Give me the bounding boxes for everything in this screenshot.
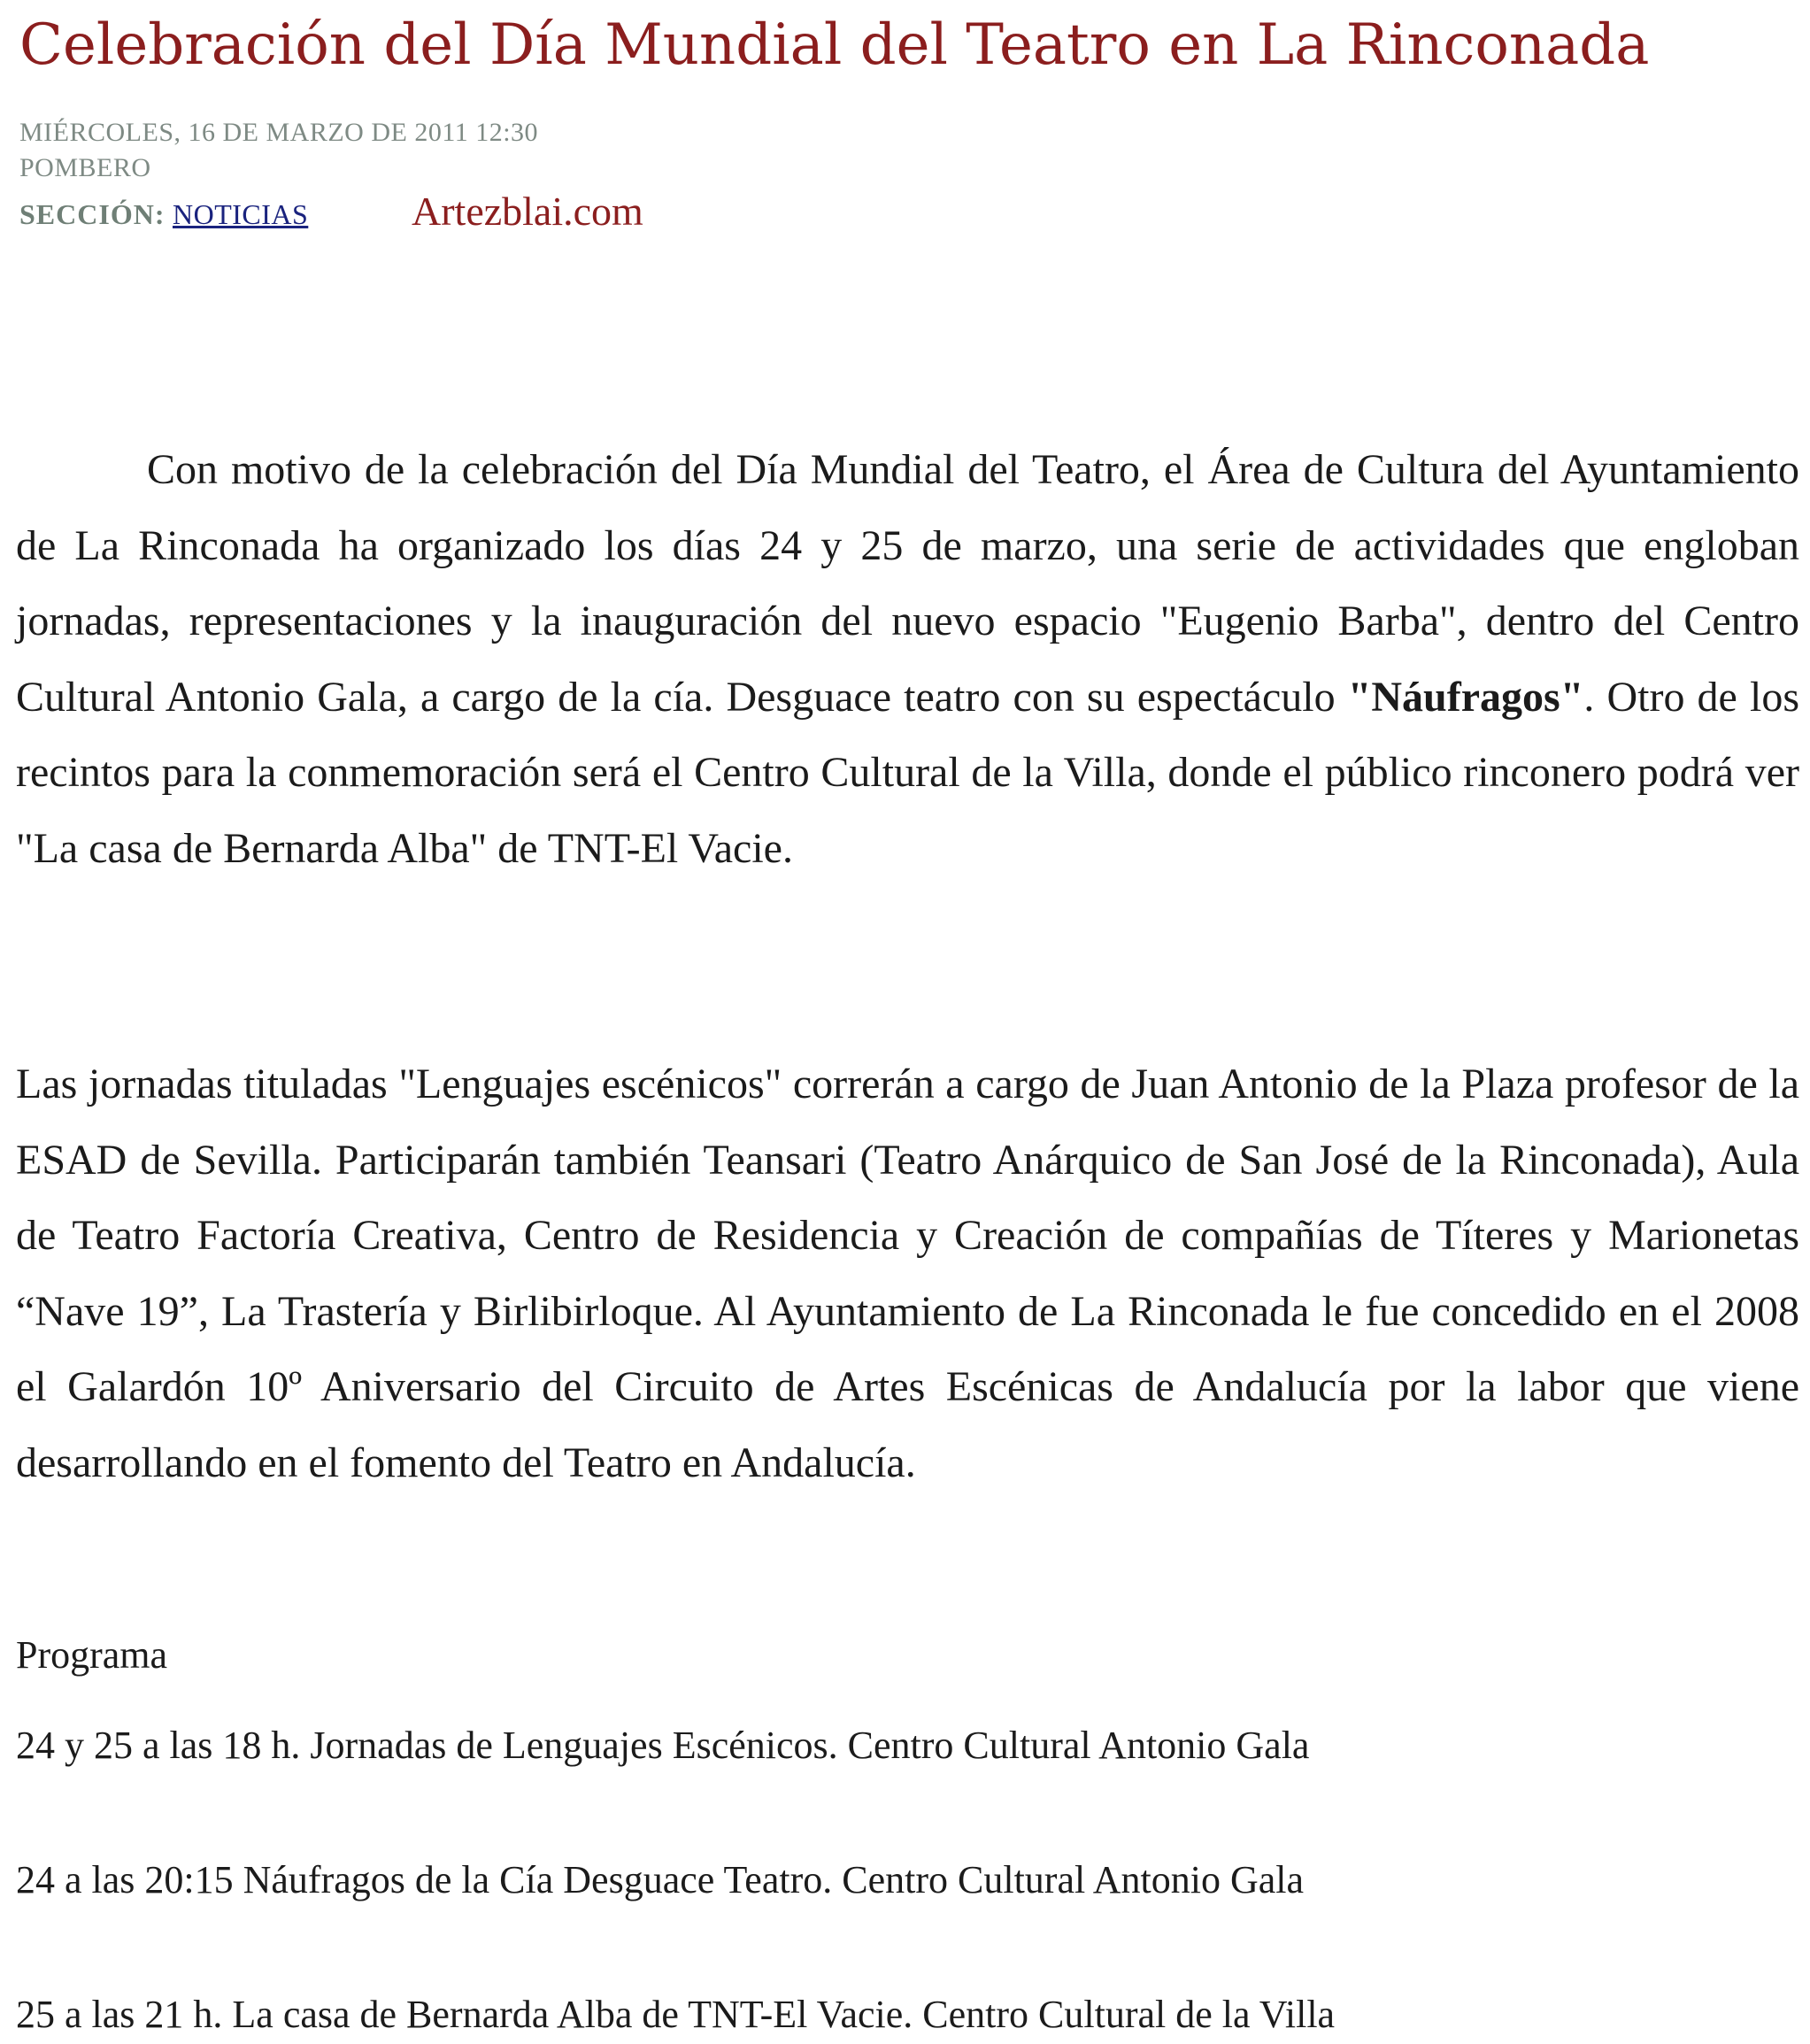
programa-heading: Programa — [16, 1633, 168, 1677]
paragraph-2: Las jornadas tituladas "Lenguajes escénicos" correrán a cargo de Juan Antonio de la Plaza profesor de la ESAD de Sevilla. Participarán también Teansari (Teatro Anárquico de San José de la Rinconada), Aula de Teatro Factoría Creativa, Centro de Residencia y Creación de compañías de Títeres y Marionetas “Nave 19”, La Trastería y Birlibirloque. Al Ayuntamiento de La Rinconada le fue concedido en el 2008 el Galardón 10º Aniversario del Circuito de Artes Escénicas de Andalucía por la labor que viene desarrollando en el fomento del Teatro en Andalucía. — [16, 1061, 1799, 1486]
programa-item: 25 a las 21 h. La casa de Bernarda Alba de TNT-El Vacie. Centro Cultural de la Villa — [16, 1993, 1336, 2036]
article-date: MIÉRCOLES, 16 DE MARZO DE 2011 12:30 — [19, 118, 539, 147]
article-author: POMBERO — [19, 153, 151, 182]
section-label: SECCIÓN: — [19, 198, 166, 230]
article-section — [19, 198, 308, 231]
paragraph-1-part-2: . Otro de los recintos para la conmemoración será el Centro Cultural de la Villa, donde el público rinconero podrá ver "La casa de Bernarda Alba" de TNT-El Vacie. — [16, 673, 1799, 872]
programa-item: 24 y 25 a las 18 h. Jornadas de Lenguajes Escénicos. Centro Cultural Antonio Gala — [16, 1724, 1310, 1767]
paragraph-1-bold-title: "Náufragos" — [1347, 673, 1584, 721]
programa-item: 24 a las 20:15 Náufragos de la Cía Desguace Teatro. Centro Cultural Antonio Gala — [16, 1858, 1305, 1901]
paragraph-1 — [16, 432, 1799, 886]
article-title: Celebración del Día Mundial del Teatro en La Rinconada — [19, 12, 1650, 78]
source-site: Artezblai.com — [412, 189, 643, 234]
section-link-noticias[interactable]: NOTICIAS — [172, 198, 309, 230]
paragraph-1-part-1: Con motivo de la celebración del Día Mundial del Teatro, el Área de Cultura del Ayuntamiento de La Rinconada ha organizado los días 24 y 25 de marzo, una serie de actividades que engloban jornadas, representaciones y la inauguración del nuevo espacio "Eugenio Barba", dentro del Centro Cultural Antonio Gala, a cargo de la cía. Desguace teatro con su espectáculo — [16, 446, 1799, 721]
